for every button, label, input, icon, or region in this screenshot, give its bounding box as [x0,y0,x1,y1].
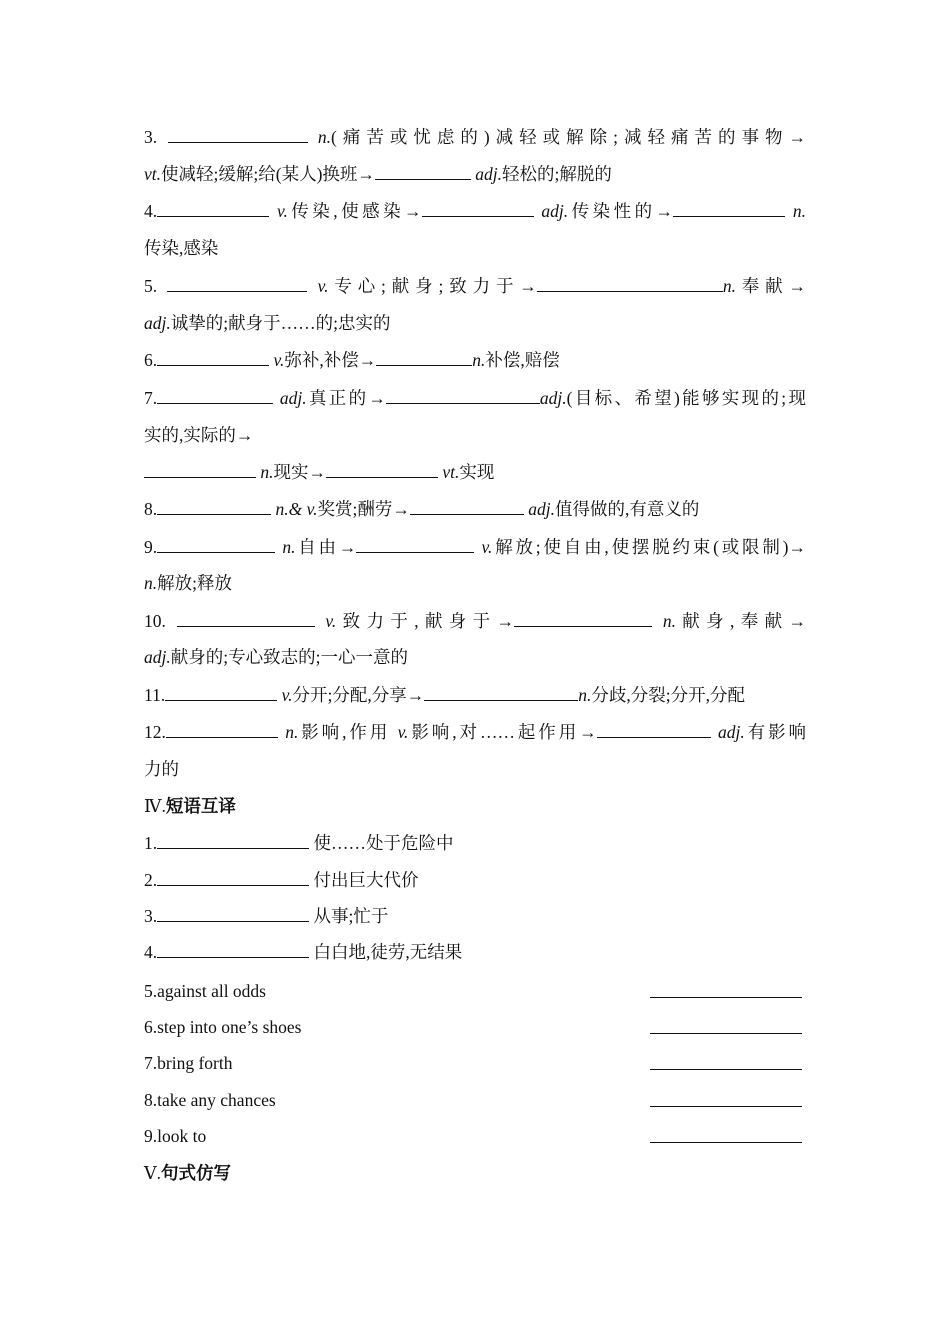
vocab-item-3-line-1 [144,125,806,149]
part-of-speech: adj. [541,201,569,221]
section-4-heading [144,794,806,818]
vocab-item-9-line-2 [144,571,806,595]
item-number: 11. [144,685,166,705]
part-of-speech: n. [472,350,486,370]
answer-blank[interactable] [386,388,540,404]
part-of-speech: vt. [442,462,460,482]
phrase-text: 9.look to [144,1126,207,1146]
part-of-speech: n. [722,276,736,296]
vocab-item-12-line-1 [144,720,806,744]
definition: 轻松的;解脱的 [502,164,612,184]
phrase-text: 使……处于危险中 [313,833,454,853]
vocab-item-10-line-1 [144,609,806,633]
answer-blank[interactable] [422,201,534,217]
answer-blank[interactable] [177,611,315,627]
vocab-item-9-line-1 [144,535,806,559]
definition: 实的,实际的→ [144,425,254,445]
answer-blank[interactable] [166,722,278,738]
definition: 奉献→ [735,276,807,296]
answer-blank[interactable] [673,201,785,217]
phrase-item-3 [144,904,806,928]
item-number: 1. [144,833,158,853]
part-of-speech: n. [260,462,274,482]
definition: (目标、希望)能够实现的;现 [566,388,806,408]
definition: 补偿,赔偿 [485,350,560,370]
vocab-item-5-line-2 [144,311,806,335]
answer-blank[interactable] [356,537,474,553]
definition: (痛苦或忧虑的)减轻或解除;减轻痛苦的事物→ [331,127,806,147]
part-of-speech: adj. [475,164,503,184]
vocab-item-5-line-1 [144,274,806,298]
vocab-item-8-line-1 [144,497,806,521]
phrase-item-9 [144,1124,806,1148]
item-number: 2. [144,870,158,890]
definition: 自由→ [295,537,357,557]
phrase-item-4 [144,940,806,964]
phrase-text: 白白地,徒劳,无结果 [313,942,463,962]
answer-blank[interactable] [157,833,309,849]
section-title: 句式仿写 [161,1163,232,1183]
phrase-item-2 [144,868,806,892]
vocab-item-10-line-2 [144,645,806,669]
item-number: 4. [144,201,158,221]
definition: 传染,感染 [144,238,219,258]
definition: 致力于,献身于→ [336,611,515,631]
part-of-speech: adj. [279,388,307,408]
part-of-speech: v. [397,722,409,742]
definition: 解放;释放 [157,573,232,593]
answer-blank[interactable] [157,906,309,922]
definition: 真正的→ [306,388,386,408]
part-of-speech: adj. [528,499,555,519]
vocab-item-12-line-2 [144,757,806,781]
phrase-text: 6.step into one’s shoes [144,1017,302,1037]
answer-blank[interactable] [157,870,309,886]
phrase-item-8 [144,1088,806,1112]
item-number: 6. [144,350,158,370]
vocab-item-6-line-1 [144,348,806,372]
item-number: 10. [144,611,166,631]
part-of-speech: v. [481,537,493,557]
answer-blank[interactable] [157,537,275,553]
item-number: 9. [144,537,158,557]
part-of-speech: n. [792,201,807,221]
definition: 使减轻;缓解;给(某人)换班→ [161,164,375,184]
phrase-item-1 [144,831,806,855]
definition: 解放;使自由,使摆脱约束(或限制)→ [492,537,806,557]
answer-blank[interactable] [410,499,524,515]
definition: 分歧,分裂;分开,分配 [591,685,745,705]
part-of-speech: n. [578,685,592,705]
answer-blank[interactable] [157,350,269,366]
definition: 献身的;专心致志的;一心一意的 [170,647,408,667]
section-number: Ⅴ. [144,1163,162,1183]
answer-blank[interactable] [144,462,256,478]
definition: 奖赏;酬劳→ [317,499,410,519]
definition: 弥补,补偿→ [284,350,377,370]
part-of-speech: v. [325,611,337,631]
definition: 专心;献身;致力于→ [328,276,537,296]
answer-blank[interactable] [650,982,802,998]
answer-blank[interactable] [326,462,438,478]
definition: 传染性的→ [568,201,674,221]
vocab-item-3-line-2 [144,162,806,186]
phrase-item-6 [144,1015,806,1039]
answer-blank[interactable] [157,201,269,217]
answer-blank[interactable] [424,685,578,701]
definition: 影响,对……起作用→ [408,722,597,742]
phrase-text: 从事;忙于 [313,906,389,926]
phrase-text: 7.bring forth [144,1053,233,1073]
part-of-speech: n. [144,573,158,593]
item-number: 3. [144,127,158,147]
vocab-item-11-line-1 [144,683,806,707]
definition: 有影响 [744,722,807,742]
part-of-speech: adj. [144,313,171,333]
definition: 诚挚的;献身于……的;忠实的 [170,313,391,333]
vocab-item-7-line-1 [144,386,806,410]
definition: 影响,作用 [298,722,398,742]
definition: 分开;分配,分享→ [292,685,425,705]
phrase-text: 5.against all odds [144,981,266,1001]
item-number: 5. [144,276,158,296]
section-number: Ⅳ. [144,796,166,816]
phrase-text: 付出巨大代价 [313,870,419,890]
answer-blank[interactable] [537,276,723,292]
part-of-speech: adj. [539,388,567,408]
answer-blank[interactable] [375,164,471,180]
part-of-speech: n. [662,611,676,631]
answer-blank[interactable] [168,127,308,143]
answer-blank[interactable] [165,685,277,701]
answer-blank[interactable] [167,276,307,292]
part-of-speech: adj. [144,647,171,667]
phrase-text: 8.take any chances [144,1090,276,1110]
definition: 力的 [144,759,179,779]
item-number: 4. [144,942,158,962]
part-of-speech: n. [317,127,331,147]
answer-blank[interactable] [514,611,652,627]
answer-blank[interactable] [157,388,273,404]
item-number: 8. [144,499,158,519]
definition: 传染,使感染→ [287,201,422,221]
item-number: 3. [144,906,158,926]
part-of-speech: v. [281,685,293,705]
item-number: 12. [144,722,166,742]
vocab-item-4-line-1 [144,199,806,223]
definition: 实现 [459,462,495,482]
part-of-speech: vt. [144,164,162,184]
vocab-item-7-line-2 [144,423,806,447]
definition: 献身,奉献→ [675,611,807,631]
part-of-speech: v. [317,276,329,296]
definition: 值得做的,有意义的 [554,499,700,519]
part-of-speech: n.& v. [275,499,318,519]
answer-blank[interactable] [157,499,271,515]
item-number: 7. [144,388,158,408]
vocab-item-4-line-2 [144,236,806,260]
part-of-speech: n. [282,537,296,557]
section-title: 短语互译 [165,796,236,816]
part-of-speech: v. [273,350,285,370]
part-of-speech: v. [276,201,288,221]
definition: 现实→ [273,462,326,482]
section-5-heading [144,1161,806,1185]
answer-blank[interactable] [650,1018,802,1034]
answer-blank[interactable] [597,722,711,738]
answer-blank[interactable] [376,350,472,366]
answer-blank[interactable] [650,1091,802,1107]
part-of-speech: adj. [717,722,745,742]
vocab-item-7-line-3 [144,460,806,484]
answer-blank[interactable] [650,1054,802,1070]
answer-blank[interactable] [650,1127,802,1143]
phrase-item-5 [144,979,806,1003]
phrase-item-7 [144,1051,806,1075]
part-of-speech: n. [285,722,299,742]
answer-blank[interactable] [157,942,309,958]
